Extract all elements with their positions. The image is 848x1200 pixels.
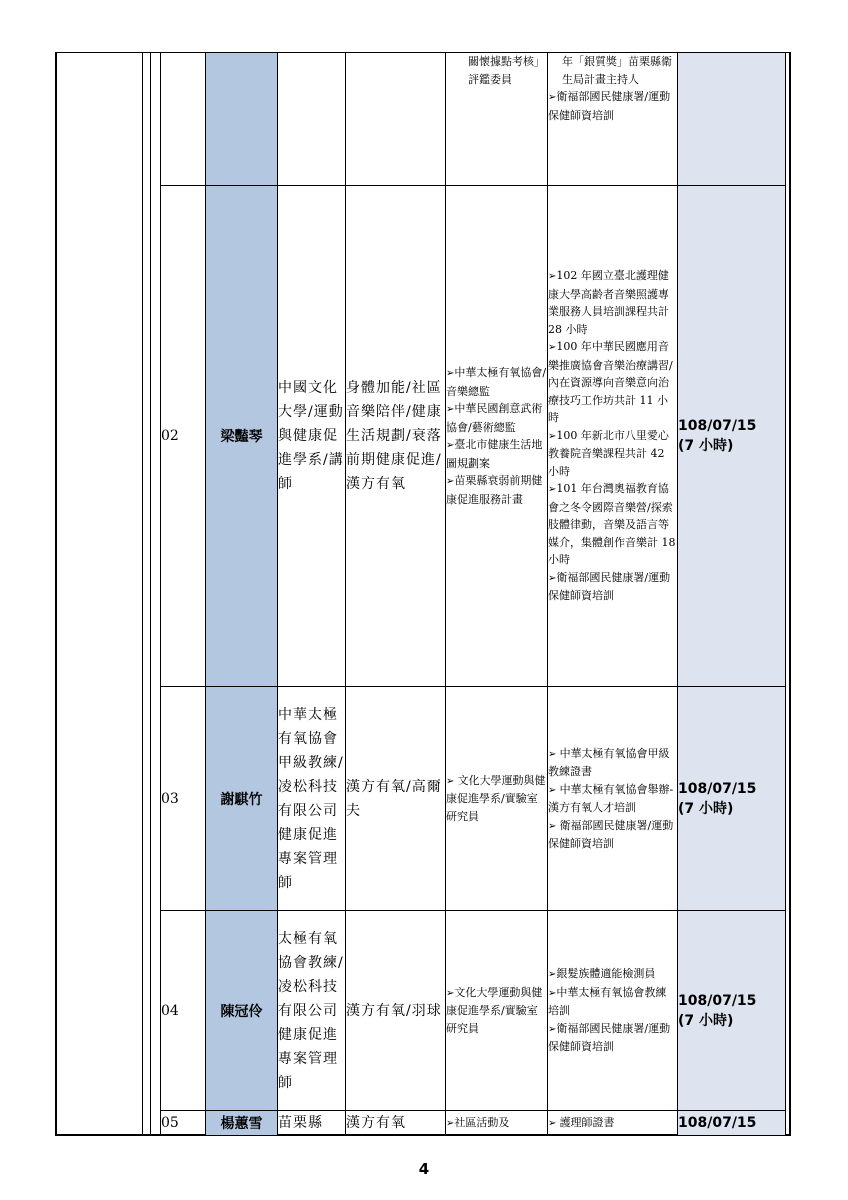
certificate-item: ➢衛福部國民健康署/運動保健師資培訓 <box>548 90 671 122</box>
table-row <box>161 53 786 186</box>
arrow-bullet-icon: ➢ <box>548 484 557 496</box>
experience-item: ➢ 文化大學運動與健康促進學系/實驗室研究員 <box>446 773 546 823</box>
instructor-table <box>160 52 786 1136</box>
arrow-bullet-icon: ➢ <box>548 572 557 584</box>
training-date: 108/07/15 <box>678 780 757 797</box>
certificate-item: ➢100 年中華民國應用音樂推廣協會音樂治療講習/內在資源導向音樂意向治療技巧工作坊共計 11 小時 <box>548 340 673 425</box>
certificate-item: ➢101 年台灣奧福教育協會之冬令國際音樂營/探索肢體律動，音樂及語言等媒介，集體創作音樂計 18 小時 <box>548 482 676 567</box>
arrow-bullet-icon: ➢ <box>548 820 560 832</box>
arrow-bullet-icon: ➢ <box>446 368 455 379</box>
certificate-item: ➢衛福部國民健康署/運動保健師資培訓 <box>548 1021 671 1054</box>
certificate-item: ➢衛福部國民健康署/運動保健師資培訓 <box>548 570 671 603</box>
training-hours: (7 小時) <box>678 800 734 817</box>
specialty-cell: 漢方有氧 <box>346 1111 446 1136</box>
arrow-bullet-icon: ➢ <box>548 271 557 283</box>
certificate-item: ➢ 護理師證書 <box>548 1115 615 1129</box>
arrow-bullet-icon: ➢ <box>548 784 560 796</box>
arrow-bullet-icon: ➢ <box>446 987 455 999</box>
certificates-cell <box>548 911 678 1111</box>
arrow-bullet-icon: ➢ <box>446 476 455 487</box>
certificates-cell <box>548 687 678 911</box>
arrow-bullet-icon: ➢ <box>446 404 455 415</box>
arrow-bullet-icon: ➢ <box>548 987 557 999</box>
row-number: 03 <box>161 687 206 911</box>
table-row <box>161 186 786 687</box>
instructor-name: 謝騏竹 <box>206 687 278 911</box>
arrow-bullet-icon: ➢ <box>548 342 557 354</box>
training-hours: (7 小時) <box>678 438 734 454</box>
arrow-bullet-icon: ➢ <box>446 1117 455 1129</box>
certificate-item: ➢102 年國立臺北護理健康大學高齡者音樂照護專業服務人員培訓課程共計 28 小時 <box>548 269 669 336</box>
experience-item: 關懷據點考核」評鑑委員 <box>468 55 545 86</box>
experience-cell <box>446 53 548 186</box>
experience-item: ➢苗栗縣衰弱前期健康促進服務計畫 <box>446 474 543 506</box>
date-cell <box>678 1111 786 1136</box>
certificate-item: 年「銀質獎」苗栗縣衛生局計畫主持人 <box>562 55 672 86</box>
arrow-bullet-icon: ➢ <box>548 1117 560 1129</box>
arrow-bullet-icon: ➢ <box>548 92 557 103</box>
education-cell: 太極有氧協會教練/凌松科技有限公司健康促進專案管理師 <box>278 911 346 1111</box>
experience-item: ➢中華太極有氧協會/音樂總監 <box>446 366 547 398</box>
page-number: 4 <box>418 1160 430 1178</box>
experience-cell <box>446 687 548 911</box>
education-cell: 中國文化大學/運動與健康促進學系/講師 <box>278 186 346 687</box>
certificate-item: ➢中華太極有氧協會教練培訓 <box>548 985 667 1018</box>
experience-item: ➢社區活動及 <box>446 1115 510 1129</box>
experience-item: ➢文化大學運動與健康促進學系/實驗室研究員 <box>446 985 543 1035</box>
date-cell <box>678 53 786 186</box>
certificate-item: ➢100 年新北市八里愛心教養院音樂課程共計 42 小時 <box>548 428 669 478</box>
arrow-bullet-icon: ➢ <box>548 1023 557 1035</box>
arrow-bullet-icon: ➢ <box>446 440 455 451</box>
arrow-bullet-icon: ➢ <box>548 748 560 760</box>
experience-cell <box>446 1111 548 1136</box>
column-divider <box>150 52 151 1136</box>
table-row <box>161 1111 786 1136</box>
row-number: 05 <box>161 1111 206 1136</box>
row-number: 04 <box>161 911 206 1111</box>
certificates-cell <box>548 186 678 687</box>
table-row <box>161 911 786 1111</box>
certificate-item: ➢銀髮族體適能檢測員 <box>548 967 656 981</box>
experience-item: ➢臺北市健康生活地圖規劃案 <box>446 438 543 470</box>
date-cell <box>678 687 786 911</box>
training-hours: (7 小時) <box>678 1012 734 1029</box>
experience-cell <box>446 186 548 687</box>
arrow-bullet-icon: ➢ <box>548 969 557 981</box>
row-number <box>161 53 206 186</box>
instructor-name <box>206 53 278 186</box>
left-merged-column <box>55 52 143 1136</box>
training-date: 108/07/15 <box>678 992 757 1009</box>
instructor-name: 梁豔琴 <box>206 186 278 687</box>
instructor-name: 陳冠伶 <box>206 911 278 1111</box>
row-number: 02 <box>161 186 206 687</box>
specialty-cell: 漢方有氧/羽球 <box>346 911 446 1111</box>
certificates-cell <box>548 53 678 186</box>
experience-cell <box>446 911 548 1111</box>
specialty-cell <box>346 53 446 186</box>
education-cell: 中華太極有氧協會甲級教練/凌松科技有限公司健康促進專案管理師 <box>278 687 346 911</box>
arrow-bullet-icon: ➢ <box>446 775 458 787</box>
certificate-item: ➢ 衛福部國民健康署/運動保健師資培訓 <box>548 818 674 850</box>
arrow-bullet-icon: ➢ <box>548 430 557 442</box>
certificate-item: ➢ 中華太極有氧協會甲級教練證書 <box>548 746 670 778</box>
training-date: 108/07/15 <box>678 418 757 434</box>
certificates-cell <box>548 1111 678 1136</box>
certificate-item: ➢ 中華太極有氧協會舉辦-漢方有氧人才培訓 <box>548 782 674 814</box>
education-cell <box>278 53 346 186</box>
date-cell <box>678 186 786 687</box>
table-row <box>161 687 786 911</box>
specialty-cell: 身體加能/社區音樂陪伴/健康生活規劃/衰落前期健康促進/漢方有氧 <box>346 186 446 687</box>
date-cell <box>678 911 786 1111</box>
specialty-cell: 漢方有氧/高爾夫 <box>346 687 446 911</box>
experience-item: ➢中華民國創意武術協會/藝術總監 <box>446 402 543 434</box>
instructor-name: 楊蕙雪 <box>206 1111 278 1136</box>
training-date: 108/07/15 <box>678 1115 757 1131</box>
education-cell: 苗栗縣 <box>278 1111 346 1136</box>
